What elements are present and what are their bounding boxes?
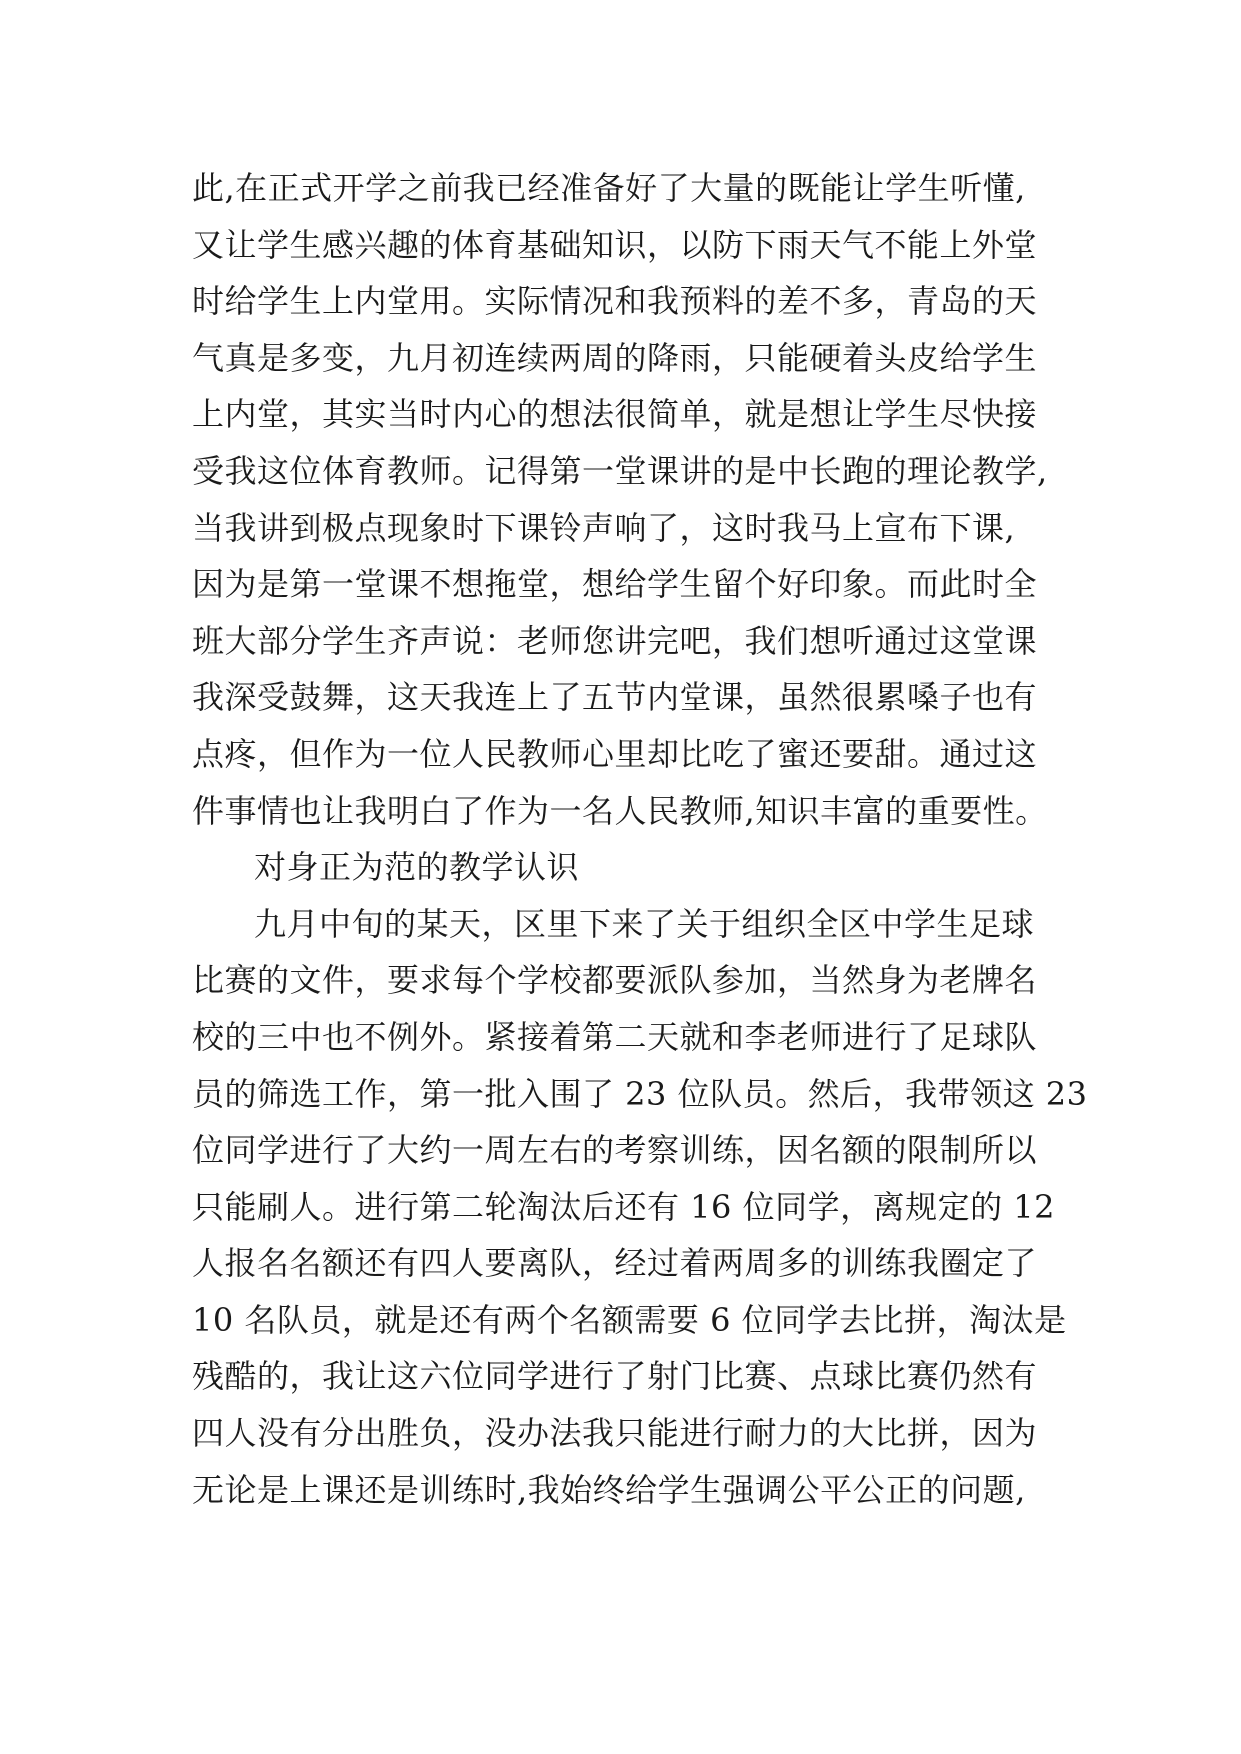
document-body xyxy=(192,160,1092,1518)
text-line: 比赛的文件，要求每个学校都要派队参加，当然身为老牌名 xyxy=(192,961,1038,1000)
text-line: 因为是第一堂课不想拖堂，想给学生留个好印象。而此时全 xyxy=(192,565,1038,604)
text-line: 上内堂，其实当时内心的想法很简单，就是想让学生尽快接 xyxy=(192,395,1038,434)
text-line: 时给学生上内堂用。实际情况和我预料的差不多，青岛的天 xyxy=(192,282,1038,321)
text-line: 校的三中也不例外。紧接着第二天就和李老师进行了足球队 xyxy=(192,1017,1038,1056)
text-line: 残酷的，我让这六位同学进行了射门比赛、点球比赛仍然有 xyxy=(192,1357,1038,1396)
text-line: 此,在正式开学之前我已经准备好了大量的既能让学生听懂, xyxy=(192,169,1026,207)
section-heading: 对身正为范的教学认识 xyxy=(254,848,580,887)
text-line: 只能刷人。进行第二轮淘汰后还有 16 位同学，离规定的 12 xyxy=(192,1187,1055,1226)
text-line: 人报名名额还有四人要离队，经过着两周多的训练我圈定了 xyxy=(192,1244,1038,1283)
text-line: 我深受鼓舞，这天我连上了五节内堂课，虽然很累嗓子也有 xyxy=(192,678,1038,717)
paragraph-first-line: 九月中旬的某天，区里下来了关于组织全区中学生足球 xyxy=(254,904,1035,943)
text-line: 点疼，但作为一位人民教师心里却比吃了蜜还要甜。通过这 xyxy=(192,734,1038,773)
text-line: 当我讲到极点现象时下课铃声响了，这时我马上宣布下课, xyxy=(192,508,1016,547)
text-line: 又让学生感兴趣的体育基础知识，以防下雨天气不能上外堂 xyxy=(192,225,1038,264)
text-line: 受我这位体育教师。记得第一堂课讲的是中长跑的理论教学, xyxy=(192,451,1048,490)
text-line: 员的筛选工作，第一批入围了 23 位队员。然后，我带领这 23 xyxy=(192,1074,1088,1113)
text-line: 气真是多变，九月初连续两周的降雨，只能硬着头皮给学生 xyxy=(192,338,1038,377)
text-line: 四人没有分出胜负，没办法我只能进行耐力的大比拼，因为 xyxy=(192,1414,1038,1453)
text-line: 班大部分学生齐声说：老师您讲完吧，我们想听通过这堂课 xyxy=(192,621,1038,660)
text-line: 件事情也让我明白了作为一名人民教师,知识丰富的重要性。 xyxy=(192,791,1048,830)
text-line: 位同学进行了大约一周左右的考察训练，因名额的限制所以 xyxy=(192,1131,1038,1170)
text-line: 无论是上课还是训练时,我始终给学生强调公平公正的问题, xyxy=(192,1470,1026,1509)
text-line: 10 名队员，就是还有两个名额需要 6 位同学去比拼，淘汰是 xyxy=(192,1300,1067,1339)
